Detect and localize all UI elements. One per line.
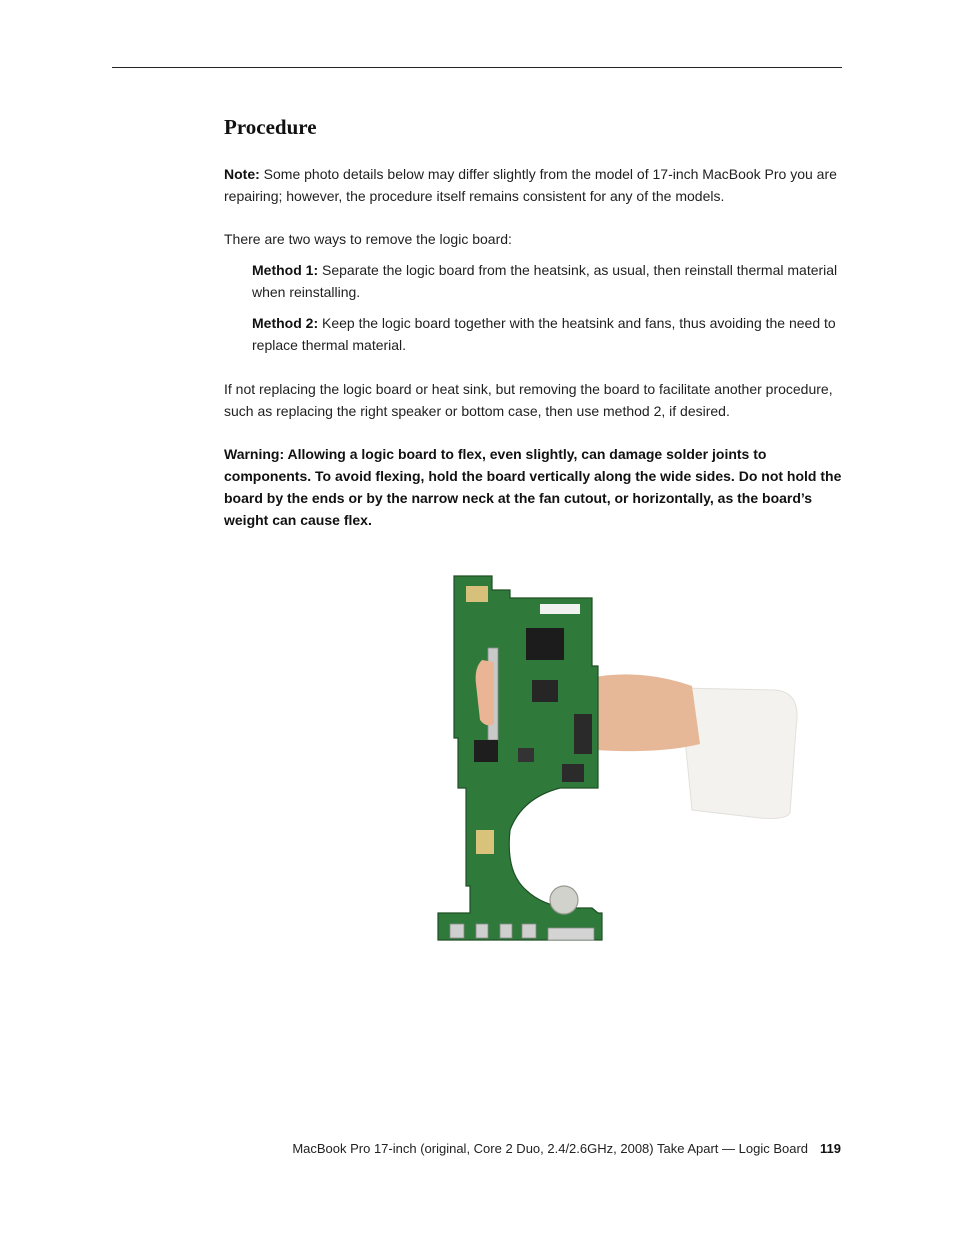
footer	[292, 1141, 841, 1156]
header-rule	[112, 67, 842, 68]
method-1	[252, 259, 844, 303]
page-title: Procedure	[224, 115, 317, 139]
method-2-text: Keep the logic board together with the heatsink and fans, thus avoiding the need to replace thermal material.	[252, 315, 836, 353]
note-paragraph	[224, 163, 844, 207]
note-label: Note:	[224, 166, 260, 182]
note-text: Some photo details below may differ slightly from the model of 17-inch MacBook Pro you are repairing; however, the procedure itself remains consistent for any of the models.	[224, 166, 837, 204]
method-1-text: Separate the logic board from the heatsink, as usual, then reinstall thermal material when reinstalling.	[252, 262, 838, 300]
logic-board-photo	[430, 568, 810, 948]
intro-paragraph: There are two ways to remove the logic board:	[224, 231, 512, 247]
warning-paragraph: Warning: Allowing a logic board to flex, even slightly, can damage solder joints to components. To avoid flexing, hold the board vertically along the wide sides. Do not hold the board by the ends or by the narrow neck at the fan cutout, or horizontally, as the board’s weight can cause flex.	[224, 446, 842, 528]
page-number: 119	[820, 1141, 841, 1156]
footer-text: MacBook Pro 17-inch (original, Core 2 Duo, 2.4/2.6GHz, 2008) Take Apart — Logic Board	[292, 1141, 809, 1156]
method-2	[252, 312, 844, 356]
info-paragraph: If not replacing the logic board or heat sink, but removing the board to facilitate another procedure, such as replacing the right speaker or bottom case, then use method 2, if desired.	[224, 381, 833, 419]
method-2-label: Method 2:	[252, 315, 319, 331]
method-1-label: Method 1:	[252, 262, 319, 278]
